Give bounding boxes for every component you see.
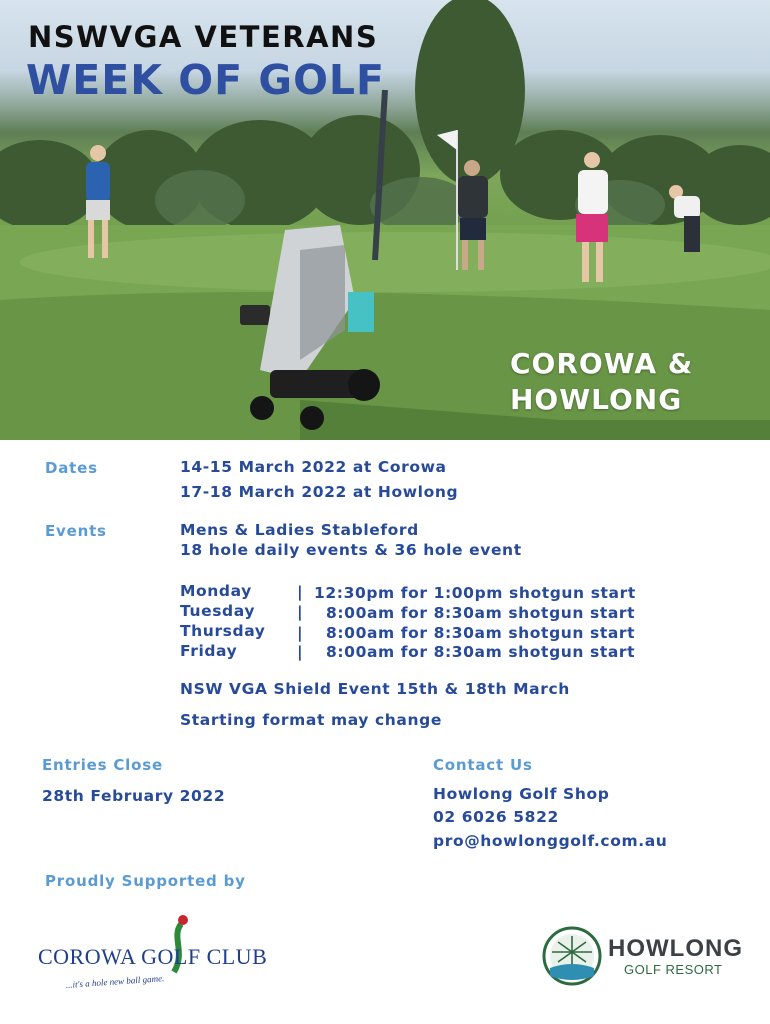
contact-phone[interactable]: 02 6026 5822 — [433, 808, 559, 826]
schedule-time: 8:00am for 8:30am shotgun start — [326, 604, 636, 622]
schedule-separator: | — [297, 583, 303, 601]
date-line: 17-18 March 2022 at Howlong — [180, 483, 459, 501]
schedule-day: Monday — [180, 582, 252, 600]
contact-shop: Howlong Golf Shop — [433, 785, 610, 803]
howlong-logo-graphic — [540, 924, 750, 988]
schedule-separator: | — [297, 603, 303, 621]
schedule-separator: | — [297, 624, 303, 642]
title-line-1: NSWVGA VETERANS — [28, 20, 379, 54]
location-heading — [510, 346, 760, 418]
corowa-golf-club-logo — [36, 912, 268, 992]
entries-label: Entries Close — [42, 756, 163, 774]
location-line-2: HOWLONG — [510, 383, 683, 416]
format-note: Starting format may change — [180, 711, 442, 729]
contact-label: Contact Us — [433, 756, 533, 774]
location-line-1: COROWA & — [510, 347, 694, 380]
date-line: 14-15 March 2022 at Corowa — [180, 458, 447, 476]
entries-date: 28th February 2022 — [42, 787, 226, 805]
title-line-2: WEEK OF GOLF — [26, 56, 386, 104]
schedule-day: Thursday — [180, 622, 266, 640]
schedule-day: Tuesday — [180, 602, 256, 620]
contact-email[interactable]: pro@howlonggolf.com.au — [433, 832, 668, 850]
supporters-label: Proudly Supported by — [45, 872, 246, 890]
event-line: Mens & Ladies Stableford — [180, 521, 419, 539]
howlong-golf-resort-logo — [540, 924, 750, 988]
schedule-time: 8:00am for 8:30am shotgun start — [326, 624, 636, 642]
svg-text:HOWLONG: HOWLONG — [608, 935, 743, 962]
svg-text:COROWA GOLF CLUB: COROWA GOLF CLUB — [38, 944, 268, 969]
shield-event: NSW VGA Shield Event 15th & 18th March — [180, 680, 570, 698]
corowa-logo-graphic — [36, 912, 268, 992]
svg-text:GOLF RESORT: GOLF RESORT — [624, 962, 723, 977]
events-label: Events — [45, 522, 107, 540]
schedule-day: Friday — [180, 642, 238, 660]
schedule-time: 8:00am for 8:30am shotgun start — [326, 643, 636, 661]
hero-photo — [0, 0, 770, 440]
svg-text:...it's a hole new ball game.: ...it's a hole new ball game. — [65, 973, 165, 990]
dates-label: Dates — [45, 459, 98, 477]
schedule-time: 12:30pm for 1:00pm shotgun start — [314, 584, 636, 602]
schedule-separator: | — [297, 643, 303, 661]
event-line: 18 hole daily events & 36 hole event — [180, 541, 522, 559]
